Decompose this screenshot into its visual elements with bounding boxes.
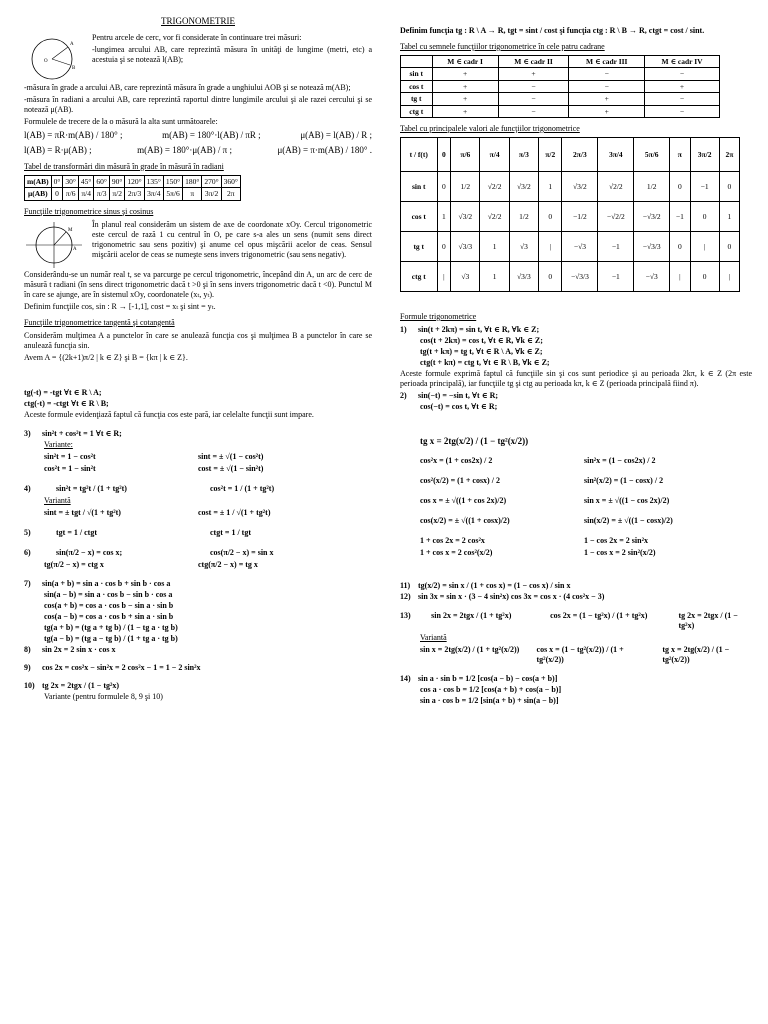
conversion-row bbox=[24, 145, 372, 156]
table-cell: 0 bbox=[437, 171, 451, 201]
formula: sin(−t) = −sin t, ∀t ∈ R; bbox=[418, 390, 499, 400]
table-header: M ∈ cadr III bbox=[569, 56, 645, 68]
table-cell: 1 bbox=[539, 171, 562, 201]
table-cell: 0 bbox=[539, 201, 562, 231]
table-cell: 0 bbox=[437, 231, 451, 261]
table-cell: −√2/2 bbox=[598, 201, 634, 231]
section-title: Tabel de transformări din măsură în grade în măsură în radiani bbox=[24, 161, 224, 171]
formula: cos a · cos b = 1/2 [cos(a + b) + cos(a − b)] bbox=[420, 685, 562, 695]
table-cell: 1 bbox=[480, 261, 509, 291]
right-column bbox=[400, 12, 752, 707]
table-cell: π/3 bbox=[94, 188, 110, 200]
table-cell: 270° bbox=[202, 175, 221, 187]
table-cell: sin t bbox=[401, 171, 438, 201]
table-cell: √3 bbox=[509, 231, 538, 261]
table-cell: π bbox=[183, 188, 202, 200]
formula: tg(-t) = -tgt ∀t ∈ R \ A; bbox=[24, 387, 102, 397]
table-cell: 2π/3 bbox=[125, 188, 144, 200]
formula-11 bbox=[400, 581, 752, 591]
table-header: π/2 bbox=[539, 137, 562, 171]
table-cell: 0 bbox=[719, 171, 739, 201]
table-cell: 45° bbox=[78, 175, 94, 187]
table-cell: − bbox=[645, 68, 720, 80]
formula: 1 − cos 2x = 2 sin²x bbox=[584, 536, 648, 546]
formula: sin 2x = 2 sin x · cos x bbox=[42, 644, 116, 654]
table-cell: −1 bbox=[690, 171, 719, 201]
table-header: 5π/6 bbox=[634, 137, 670, 171]
formula: ctgt = 1 / tgt bbox=[210, 527, 251, 537]
table-header bbox=[401, 56, 433, 68]
table-header: 2π bbox=[719, 137, 739, 171]
formula: tg x = 2tg(x/2) / (1 − tg²(x/2)) bbox=[420, 435, 529, 446]
trig-circle-figure bbox=[24, 220, 84, 270]
conversion-row bbox=[24, 130, 372, 141]
signs-table bbox=[400, 55, 720, 118]
formula: sin a · cos b = 1/2 [sin(a + b) + sin(a − b)] bbox=[420, 696, 559, 706]
formula: 1 + cos 2x = 2 cos²x bbox=[420, 536, 485, 546]
formula-number: 4) bbox=[24, 483, 31, 493]
formula: cost = ± 1 / √(1 + tg²t) bbox=[198, 507, 271, 517]
formula-number: 14) bbox=[400, 674, 411, 684]
table-cell: 135° bbox=[144, 175, 163, 187]
formula: ctg(t + kπ) = ctg t, ∀t ∈ R \ B, ∀k ∈ Z; bbox=[420, 357, 550, 367]
formula: sin x = ± √((1 − cos 2x)/2) bbox=[584, 496, 670, 506]
table-cell: −1/2 bbox=[562, 201, 598, 231]
table-cell: π/6 bbox=[63, 188, 79, 200]
table-header: M ∈ cadr I bbox=[432, 56, 498, 68]
table-cell: 0 bbox=[539, 261, 562, 291]
table-cell: √3/2 bbox=[509, 171, 538, 201]
table-cell: √3/3 bbox=[509, 261, 538, 291]
table-header: 2π/3 bbox=[562, 137, 598, 171]
table-cell: | bbox=[690, 231, 719, 261]
table-cell: 5π/6 bbox=[163, 188, 182, 200]
formula-9 bbox=[24, 663, 372, 673]
paragraph: Considerându-se un număr real t, se va parcurge pe cercul trigonometric, începând din A, un arc de cerc de măsură t radiani (în sens direct trigonometric dacă t >0 şi în sens invers trigonometric dacă t <0). Punctul M în care se ajunge, are în sistemul xOy, coordonatele (xₜ, yₜ). bbox=[24, 269, 372, 299]
formula: cos 2x = (1 − tg²x) / (1 + tg²x) bbox=[550, 611, 648, 621]
paragraph: În planul real considerăm un sistem de axe de coordonate xOy. Cercul trigonometric este cercul de rază 1 cu centrul în O, pe care s-a ales un sens (numit sens direct trigonometric sau sens pozitiv) şi anume cel opus mişcării acelor de ceas. Sensul mişcării acelor de ceas se numeşte sens invers trigonometric (sau sens negativ). bbox=[92, 219, 372, 259]
formula: tg(a − b) = (tg a − tg b) / (1 + tg a · tg b) bbox=[44, 633, 178, 643]
formula-3 bbox=[24, 429, 372, 439]
table-cell: 3π/4 bbox=[144, 188, 163, 200]
table-cell: − bbox=[498, 105, 569, 117]
table-cell: √3/2 bbox=[451, 201, 480, 231]
table-cell: 1 bbox=[719, 201, 739, 231]
table-cell: √3 bbox=[451, 261, 480, 291]
table-cell: | bbox=[719, 261, 739, 291]
formula-number: 11) bbox=[400, 581, 411, 591]
formula: sin x = 2tg(x/2) / (1 + tg²(x/2)) bbox=[420, 645, 520, 655]
formula: tg(t + kπ) = tg t, ∀t ∈ R \ A, ∀k ∈ Z; bbox=[420, 346, 543, 356]
table-cell: − bbox=[498, 93, 569, 105]
table-cell: | bbox=[670, 261, 690, 291]
table-cell: √2/2 bbox=[598, 171, 634, 201]
formula: μ(AB) = π·m(AB) / 180° . bbox=[277, 144, 372, 155]
table-cell: ctg t bbox=[401, 105, 433, 117]
formula-10 bbox=[24, 681, 372, 691]
formula: sin²(x/2) = (1 − cosx) / 2 bbox=[584, 476, 664, 486]
left-column bbox=[24, 12, 372, 703]
intro-line: -lungimea arcului AB, care reprezintă măsura în unităţi de lungime (metri, etc) a acestuia şi se notează l(AB); bbox=[92, 45, 372, 65]
paragraph: Definim funcţiile cos, sin : R → [-1,1], cost = xₜ şi sint = yₜ. bbox=[24, 301, 216, 311]
table-cell: tg t bbox=[401, 231, 438, 261]
formula: sin²t = tg²t / (1 + tg²t) bbox=[56, 483, 127, 493]
paragraph: Avem A = {(2k+1)π/2 | k ∈ Z} şi B = {kπ | k ∈ Z}. bbox=[24, 352, 188, 362]
section-title: Formule trigonometrice bbox=[400, 311, 477, 321]
table-cell: 0 bbox=[690, 201, 719, 231]
table-cell: + bbox=[498, 68, 569, 80]
table-cell: −1 bbox=[670, 201, 690, 231]
formula: cos(a + b) = cos a · cos b − sin a · sin b bbox=[44, 600, 174, 610]
formula: sin 3x = sin x · (3 − 4 sin²x) cos 3x = cos x · (4 cos²x − 3) bbox=[418, 592, 605, 602]
table-cell: + bbox=[569, 105, 645, 117]
intro-block bbox=[24, 33, 372, 83]
table-cell: 0 bbox=[690, 261, 719, 291]
table-cell: √2/2 bbox=[480, 171, 509, 201]
arc-circle-figure bbox=[24, 33, 84, 83]
variant-label: Variantă bbox=[44, 495, 71, 505]
table-cell: − bbox=[569, 80, 645, 92]
section-title: Tabel cu principalele valori ale funcţiilor trigonometrice bbox=[400, 123, 580, 133]
table-header: π/3 bbox=[509, 137, 538, 171]
table-header: 3π/2 bbox=[690, 137, 719, 171]
table-header: M ∈ cadr IV bbox=[645, 56, 720, 68]
trig-circle-block bbox=[24, 220, 372, 270]
table-cell: 1 bbox=[480, 231, 509, 261]
formula-number: 5) bbox=[24, 527, 31, 537]
page-title: TRIGONOMETRIE bbox=[161, 16, 235, 26]
formula: sin(a − b) = sin a · cos b − sin b · cos a bbox=[44, 589, 173, 599]
svg-text:A: A bbox=[70, 42, 74, 48]
formula: cost = ± √(1 − sin²t) bbox=[198, 463, 264, 473]
table-cell: 0° bbox=[51, 175, 63, 187]
table-cell: − bbox=[645, 93, 720, 105]
formula: sin(π/2 − x) = cos x; bbox=[56, 547, 123, 557]
table-cell: + bbox=[645, 80, 720, 92]
intro-line: Pentru arcele de cerc, vor fi considerate în continuare trei măsuri: bbox=[92, 33, 302, 43]
formula: l(AB) = πR·m(AB) / 180° ; bbox=[24, 130, 123, 141]
formula-number: 9) bbox=[24, 662, 31, 672]
formula: cos(−t) = cos t, ∀t ∈ R; bbox=[420, 401, 498, 411]
table-cell: 120° bbox=[125, 175, 144, 187]
formula: sin 2x = 2tgx / (1 + tg²x) bbox=[431, 611, 512, 621]
table-header: M ∈ cadr II bbox=[498, 56, 569, 68]
table-cell: 60° bbox=[94, 175, 110, 187]
table-cell: + bbox=[432, 68, 498, 80]
variant-note: Variante (pentru formulele 8, 9 şi 10) bbox=[44, 691, 163, 701]
table-cell: | bbox=[437, 261, 451, 291]
formula-13 bbox=[400, 611, 752, 631]
table-header: π/6 bbox=[451, 137, 480, 171]
formula: cos²t = 1 − sin²t bbox=[44, 463, 96, 473]
formula: tg x = 2tg(x/2) / (1 − tg²(x/2)) bbox=[662, 645, 730, 665]
table-header: t / f(t) bbox=[401, 137, 438, 171]
table-cell: ctg t bbox=[401, 261, 438, 291]
table-cell: − bbox=[569, 68, 645, 80]
formula: sin a · sin b = 1/2 [cos(a − b) − cos(a + b)] bbox=[418, 674, 558, 684]
formula-number: 6) bbox=[24, 547, 31, 557]
formula: sint = ± √(1 − cos²t) bbox=[198, 451, 264, 461]
table-cell: + bbox=[432, 80, 498, 92]
table-cell: −√3/3 bbox=[634, 231, 670, 261]
table-cell: 90° bbox=[109, 175, 125, 187]
definition: Definim funcţia tg : R \ A → R, tgt = sint / cost şi funcţia ctg : R \ B → R, ctgt = cost / sint. bbox=[400, 26, 705, 35]
formula: cos(x/2) = ± √((1 + cosx)/2) bbox=[420, 516, 510, 526]
formula: cos(t + 2kπ) = cos t, ∀t ∈ R, ∀k ∈ Z; bbox=[420, 335, 543, 345]
values-table bbox=[400, 137, 740, 292]
formula: cos x = (1 − tg²(x/2)) / (1 + tg²(x/2)) bbox=[536, 645, 624, 665]
formula: cos²(x/2) = (1 + cosx) / 2 bbox=[420, 476, 500, 486]
table-cell: 1/2 bbox=[634, 171, 670, 201]
variant-label: Variante: bbox=[44, 439, 73, 449]
formula-number: 12) bbox=[400, 592, 411, 602]
formula-number: 13) bbox=[400, 611, 411, 621]
table-cell: −√3 bbox=[634, 261, 670, 291]
formula: tg(a + b) = (tg a + tg b) / (1 − tg a · tg b) bbox=[44, 622, 178, 632]
formula: 1 + cos x = 2 cos²(x/2) bbox=[420, 548, 493, 558]
svg-text:O: O bbox=[44, 59, 48, 65]
table-cell: 1/2 bbox=[509, 201, 538, 231]
formula: cos x = ± √((1 + cos 2x)/2) bbox=[420, 496, 507, 506]
table-cell: + bbox=[569, 93, 645, 105]
table-cell: 180° bbox=[183, 175, 202, 187]
table-cell: 1 bbox=[437, 201, 451, 231]
formula-number: 7) bbox=[24, 578, 31, 588]
table-cell: 2π bbox=[221, 188, 240, 200]
svg-text:M: M bbox=[68, 227, 73, 233]
section-title: Tabel cu semnele funcţiilor trigonometrice în cele patru cadrane bbox=[400, 42, 605, 51]
formula-14 bbox=[400, 674, 752, 684]
table-cell: 360° bbox=[221, 175, 240, 187]
intro-line: Formulele de trecere de la o măsură la alta sunt următoarele: bbox=[24, 117, 218, 127]
paragraph: Considerăm mulţimea A a punctelor în care se anulează funcţia cos şi mulţimea B a punctelor în care se anulează funcţia sin. bbox=[24, 330, 372, 350]
table-cell: cos t bbox=[401, 80, 433, 92]
table-cell: m(AB) bbox=[25, 175, 52, 187]
table-header: 0 bbox=[437, 137, 451, 171]
table-header: π bbox=[670, 137, 690, 171]
table-cell: √3/3 bbox=[451, 231, 480, 261]
table-cell: 30° bbox=[63, 175, 79, 187]
formula: ctg(π/2 − x) = tg x bbox=[198, 559, 258, 569]
formula-8 bbox=[24, 645, 372, 655]
formula: sin²x = (1 − cos2x) / 2 bbox=[584, 456, 656, 466]
table-cell: −√3 bbox=[562, 231, 598, 261]
formula-number: 2) bbox=[400, 390, 407, 400]
formula: 1 − cos x = 2 sin²(x/2) bbox=[584, 548, 656, 558]
formula: cos(a − b) = cos a · cos b + sin a · sin b bbox=[44, 611, 174, 621]
formula: cos 2x = cos²x − sin²x = 2 cos²x − 1 = 1 − 2 sin²x bbox=[42, 662, 201, 672]
table-cell: μ(AB) bbox=[25, 188, 52, 200]
table-cell: 0 bbox=[670, 171, 690, 201]
variant-label: Variantă bbox=[420, 633, 447, 643]
table-cell: 0 bbox=[670, 231, 690, 261]
formula: tgt = 1 / ctgt bbox=[56, 527, 97, 537]
formula: m(AB) = 180°·μ(AB) / π ; bbox=[137, 144, 232, 155]
table-cell: −1 bbox=[598, 231, 634, 261]
formula-5 bbox=[24, 528, 372, 538]
table-cell: π/4 bbox=[78, 188, 94, 200]
formula: sin(a + b) = sin a · cos b + sin b · cos a bbox=[42, 578, 171, 588]
svg-text:A: A bbox=[73, 246, 77, 252]
intro-line: -măsura în radiani a arcului AB, care reprezintă raportul dintre lungimile arcului şi ale razei cercului şi se notează μ(AB). bbox=[24, 95, 372, 115]
formula: ctg(-t) = -ctgt ∀t ∈ R \ B; bbox=[24, 398, 109, 408]
table-header: π/4 bbox=[480, 137, 509, 171]
formula-6 bbox=[24, 548, 372, 558]
formula-number: 8) bbox=[24, 644, 31, 654]
formula: tg(π/2 − x) = ctg x bbox=[44, 559, 104, 569]
table-cell: cos t bbox=[401, 201, 438, 231]
table-cell: 150° bbox=[163, 175, 182, 187]
formula: cos²x = (1 + cos2x) / 2 bbox=[420, 456, 493, 466]
formula: sin²t + cos²t = 1 ∀t ∈ R; bbox=[42, 428, 122, 438]
degree-radian-table bbox=[24, 175, 241, 201]
section-title: Funcţiile trigonometrice tangentă şi cotangentă bbox=[24, 317, 175, 327]
paragraph: Aceste formule exprimă faptul că funcţiile sin şi cos sunt periodice şi au perioada 2kπ, k ∈ Z (2π este perioada principală), iar funcţiile tg şi ctg au perioada kπ, k ∈ Z (perioada principală fiind π). bbox=[400, 368, 752, 388]
formula: tg 2x = 2tgx / (1 − tg²x) bbox=[42, 680, 120, 690]
formula-7 bbox=[24, 579, 372, 589]
formula: l(AB) = R·μ(AB) ; bbox=[24, 144, 92, 155]
formula: sint = ± tgt / √(1 + tg²t) bbox=[44, 507, 121, 517]
formula: m(AB) = 180°·l(AB) / πR ; bbox=[162, 130, 261, 141]
formula: cos²t = 1 / (1 + tg²t) bbox=[210, 483, 275, 493]
formula: tg(x/2) = sin x / (1 + cos x) = (1 − cos x) / sin x bbox=[418, 581, 571, 591]
table-cell: − bbox=[645, 105, 720, 117]
table-cell: −√3/3 bbox=[562, 261, 598, 291]
formula-number: 1) bbox=[400, 324, 407, 334]
formula-number: 10) bbox=[24, 680, 35, 690]
table-cell: −1 bbox=[598, 261, 634, 291]
table-cell: π/2 bbox=[109, 188, 125, 200]
table-cell: − bbox=[498, 80, 569, 92]
table-cell: tg t bbox=[401, 93, 433, 105]
table-cell: √2/2 bbox=[480, 201, 509, 231]
table-cell: 0 bbox=[719, 231, 739, 261]
formula-2 bbox=[400, 391, 752, 401]
table-cell: | bbox=[539, 231, 562, 261]
table-cell: 0 bbox=[51, 188, 63, 200]
table-cell: −√3/2 bbox=[634, 201, 670, 231]
table-cell: 1/2 bbox=[451, 171, 480, 201]
formula-1 bbox=[400, 325, 752, 335]
formula: cos(π/2 − x) = sin x bbox=[210, 547, 274, 557]
formula-4 bbox=[24, 484, 372, 494]
formula: sin(x/2) = ± √((1 − cosx)/2) bbox=[584, 516, 673, 526]
formula: sin(t + 2kπ) = sin t, ∀t ∈ R, ∀k ∈ Z; bbox=[418, 324, 540, 334]
table-cell: 3π/2 bbox=[202, 188, 221, 200]
table-cell: √3/2 bbox=[562, 171, 598, 201]
table-cell: sin t bbox=[401, 68, 433, 80]
table-cell: + bbox=[432, 93, 498, 105]
svg-text:B: B bbox=[72, 66, 76, 72]
section-title: Funcţiile trigonometrice sinus şi cosinus bbox=[24, 206, 154, 216]
table-cell: + bbox=[432, 105, 498, 117]
formula-12 bbox=[400, 592, 752, 602]
intro-line: -măsura în grade a arcului AB, care reprezintă măsura în grade a unghiului AOB şi se notează m(AB); bbox=[24, 83, 351, 93]
formula: tg 2x = 2tgx / (1 − tg²x) bbox=[678, 611, 738, 631]
formula: sin²t = 1 − cos²t bbox=[44, 451, 96, 461]
formula: μ(AB) = l(AB) / R ; bbox=[300, 130, 372, 141]
paragraph: Aceste formule evidenţiază faptul că funcţia cos este pară, iar celelalte funcţii sunt impare. bbox=[24, 409, 314, 419]
table-header: 3π/4 bbox=[598, 137, 634, 171]
formula-number: 3) bbox=[24, 428, 31, 438]
